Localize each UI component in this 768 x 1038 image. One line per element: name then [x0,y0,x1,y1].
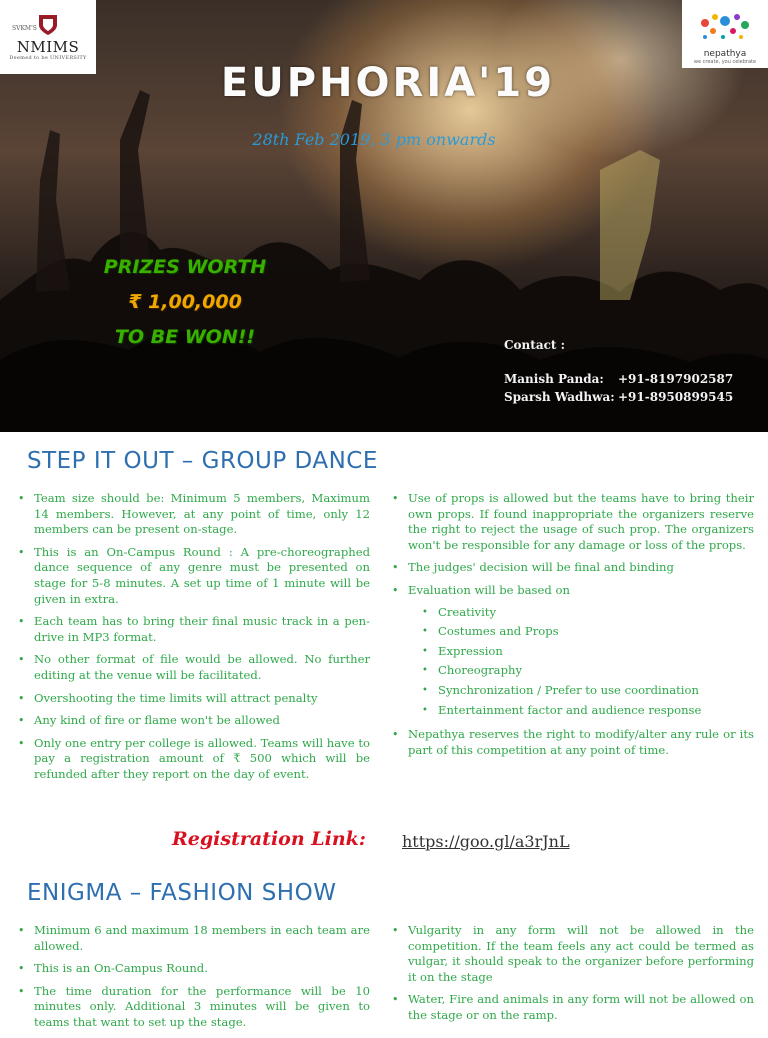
nepathya-mark-icon [693,9,757,49]
prize-banner [82,250,288,355]
evaluation-criteria [408,603,754,721]
rule-item: • This is an On-Campus Round : A pre-choreographed dance sequence of any genre must be presented on stage for 5-8 minutes. A set up time of 1 minute will be given in extra. [18,545,370,607]
prize-amount: ₹ 1,00,000 [128,291,242,313]
rule-item-text: Evaluation will be based on [408,582,570,597]
contact-phone[interactable]: +91-8950899545 [618,390,734,404]
dance-section-title: STEP IT OUT – GROUP DANCE [27,448,378,474]
contact-row [504,388,754,406]
contact-label: Contact : [504,338,566,352]
contact-name: Manish Panda: [504,372,604,386]
criteria-item: • Synchronization / Prefer to use coordination [408,681,754,701]
nepathya-logo [682,0,768,68]
nepathya-tagline: we create, you celebrate [693,59,757,65]
rule-item: • This is an On-Campus Round. [18,961,370,977]
fashion-rules-right [392,923,754,1031]
prize-line-1: PRIZES WORTH [103,256,267,278]
fashion-rules-left [18,923,370,1038]
criteria-item: • Choreography [408,661,754,681]
rule-item: • Vulgarity in any form will not be allowed in the competition. If the team feels any act could be termed as vulgar, it should speak to the organizer before performing it on the stage [392,923,754,985]
prize-line-3: TO BE WON!! [114,326,256,348]
nmims-shield-icon [37,13,59,37]
nmims-brand: NMIMS [16,38,80,56]
criteria-item: • Creativity [408,603,754,623]
fashion-section-title: ENIGMA – FASHION SHOW [27,880,337,906]
contact-row [504,370,754,388]
nmims-prefix: SVKM'S [12,25,37,32]
rule-item [392,583,754,720]
registration-label: Registration Link: [172,828,366,850]
contact-phone[interactable]: +91-8197902587 [618,372,734,386]
criteria-item: • Costumes and Props [408,622,754,642]
rule-item: • No other format of file would be allowed. No further editing at the venue will be facilitated. [18,652,370,683]
rule-item: • The time duration for the performance will be 10 minutes only. Additional 3 minutes will be given to teams that want to set up the stage. [18,984,370,1031]
rule-item: • Nepathya reserves the right to modify/alter any rule or its part of this competition at any point of time. [392,727,754,758]
hero-banner [0,0,768,432]
contact-name: Sparsh Wadhwa: [504,390,615,404]
rule-item: • Minimum 6 and maximum 18 members in each team are allowed. [18,923,370,954]
criteria-item: • Expression [408,642,754,662]
criteria-item: • Entertainment factor and audience response [408,701,754,721]
nepathya-name: nepathya [703,49,747,59]
rule-item: • Team size should be: Minimum 5 members, Maximum 14 members. However, at any point of time, only 12 members can be present on-stage. [18,491,370,538]
rule-item: • Water, Fire and animals in any form will not be allowed on the stage or on the ramp. [392,992,754,1023]
rule-item: • Only one entry per college is allowed. Teams will have to pay a registration amount of ₹ 500 which will be refunded after they report on the day of event. [18,736,370,783]
registration-link[interactable]: https://goo.gl/a3rJnL [402,832,570,851]
dance-rules-left [18,491,370,790]
dance-rules-right [392,491,754,765]
event-date: 28th Feb 2019, 3 pm onwards [252,130,496,149]
contact-block [504,336,754,406]
rule-item: • Any kind of fire or flame won't be allowed [18,713,370,729]
rule-item: • Overshooting the time limits will attract penalty [18,691,370,707]
rule-item: • Each team has to bring their final music track in a pen-drive in MP3 format. [18,614,370,645]
event-title: EUPHORIA'19 [220,60,556,106]
nmims-deemed: Deemed to be UNIVERSITY [9,55,87,61]
rule-item: • Use of props is allowed but the teams have to bring their own props. If found inappropriate the organizers reserve the right to reject the usage of such prop. The organizers won't be responsible for any damage or loss of the props. [392,491,754,553]
rule-item: • The judges' decision will be final and binding [392,560,754,576]
